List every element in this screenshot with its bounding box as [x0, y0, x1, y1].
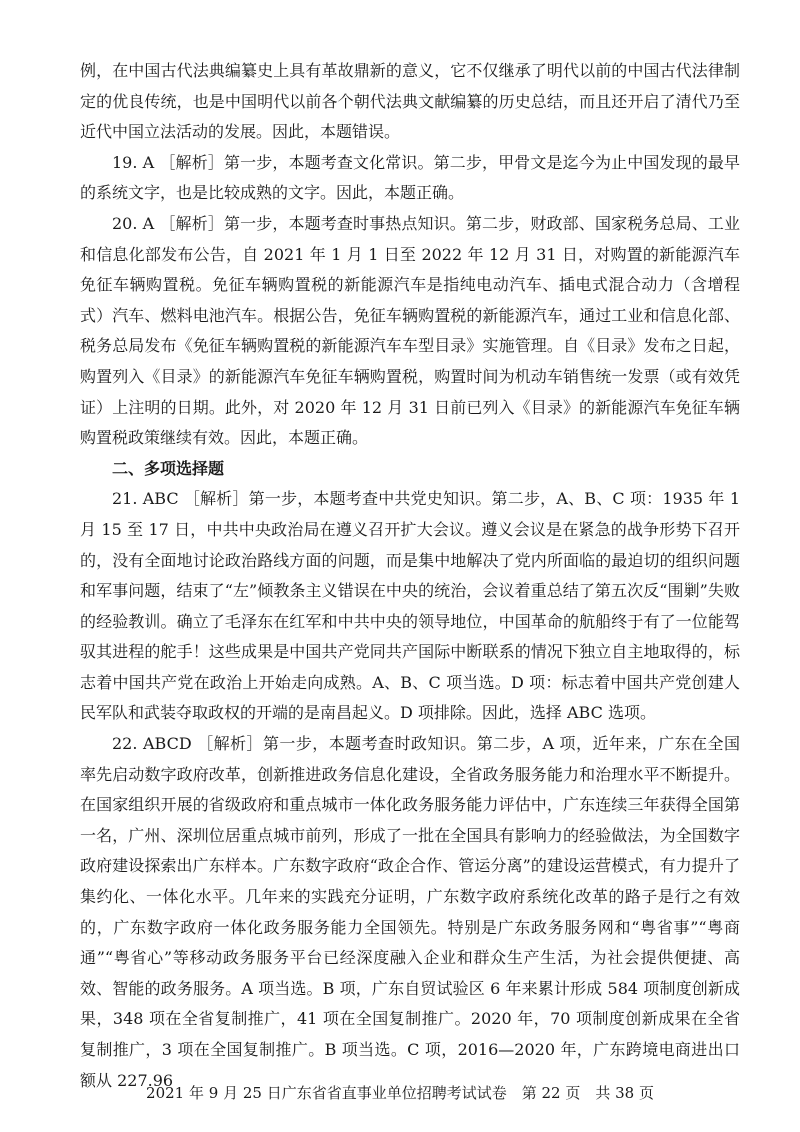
page-footer: 2021 年 9 月 25 日广东省省直事业单位招聘考试试卷 第 22 页 共 38 页: [146, 1084, 654, 1102]
paragraph-q21: 21. ABC ［解析］第一步，本题考查中共党史知识。第二步，A、B、C 项：1935 年 1 月 15 至 17 日，中共中央政治局在遵义召开扩大会议。遵义会议是在紧急的战争形势下召开的，没有全面地讨论政治路线方面的问题，而是集中地解决了党内所面临的最迫切的组织问题和军事问题，结束了“左”倾教条主义错误在中央的统治，会议着重总结了第五次反“围剿”失败的经验教训。确立了毛泽东在红军和中共中央的领导地位，中国革命的航船终于有了一位能驾驭其进程的舵手！这些成果是中国共产党同共产国际中断联系的情况下独立自主地取得的，标志着中国共产党在政治上开始走向成熟。A、B、C 项当选。D 项：标志着中国共产党创建人民军队和武装夺取政权的开端的是南昌起义。D 项排除。因此，选择 ABC 选项。: [80, 489, 740, 723]
paragraph-q18-continuation: 例，在中国古代法典编纂史上具有革故鼎新的意义，它不仅继承了明代以前的中国古代法律制定的优良传统，也是中国明代以前各个朝代法典文献编纂的历史总结，而且还开启了清代乃至近代中国立法活动的发展。因此，本题错误。: [80, 61, 740, 142]
paragraph-q19: 19. A ［解析］第一步，本题考查文化常识。第二步，甲骨文是迄今为止中国发现的最早的系统文字，也是比较成熟的文字。因此，本题正确。: [80, 152, 740, 203]
paragraph-q20: 20. A ［解析］第一步，本题考查时事热点知识。第二步，财政部、国家税务总局、工业和信息化部发布公告，自 2021 年 1 月 1 日至 2022 年 12 月 31 日，对购置的新能源汽车免征车辆购置税。免征车辆购置税的新能源汽车是指纯电动汽车、插电式混合动力（含增程式）汽车、燃料电池汽车。根据公告，免征车辆购置税的新能源汽车，通过工业和信息化部、税务总局发布《免征车辆购置税的新能源汽车车型目录》实施管理。自《目录》发布之日起，购置列入《目录》的新能源汽车免征车辆购置税，购置时间为机动车销售统一发票（或有效凭证）上注明的日期。此外，对 2020 年 12 月 31 日前已列入《目录》的新能源汽车免征车辆购置税政策继续有效。因此，本题正确。: [80, 213, 740, 448]
answer-explanations: [80, 56, 740, 1096]
section-heading-multiple-choice: 二、多项选择题: [112, 458, 225, 478]
paragraph-q22: 22. ABCD ［解析］第一步，本题考查时政知识。第二步，A 项，近年来，广东在全国率先启动数字政府改革，创新推进政务信息化建设，全省政务服务能力和治理水平不断提升。在国家组织开展的省级政府和重点城市一体化政务服务能力评估中，广东连续三年获得全国第一名，广州、深圳位居重点城市前列，形成了一批在全国具有影响力的经验做法，为全国数字政府建设探索出广东样本。广东数字政府“政企合作、管运分离”的建设运营模式，有力提升了集约化、一体化水平。几年来的实践充分证明，广东数字政府系统化改革的路子是行之有效的，广东数字政府一体化政务服务能力全国领先。特别是广东政务服务网和“粤省事”“粤商通”“粤省心”等移动政务服务平台已经深度融入企业和群众生产生活，为社会提供便捷、高效、智能的政务服务。A 项当选。B 项，广东自贸试验区 6 年来累计形成 584 项制度创新成果，348 项在全省复制推广，41 项在全国复制推广。2020 年，70 项制度创新成果在全省复制推广，3 项在全国复制推广。B 项当选。C 项，2016—2020 年，广东跨境电商进出口额从 227.96: [80, 734, 740, 1090]
